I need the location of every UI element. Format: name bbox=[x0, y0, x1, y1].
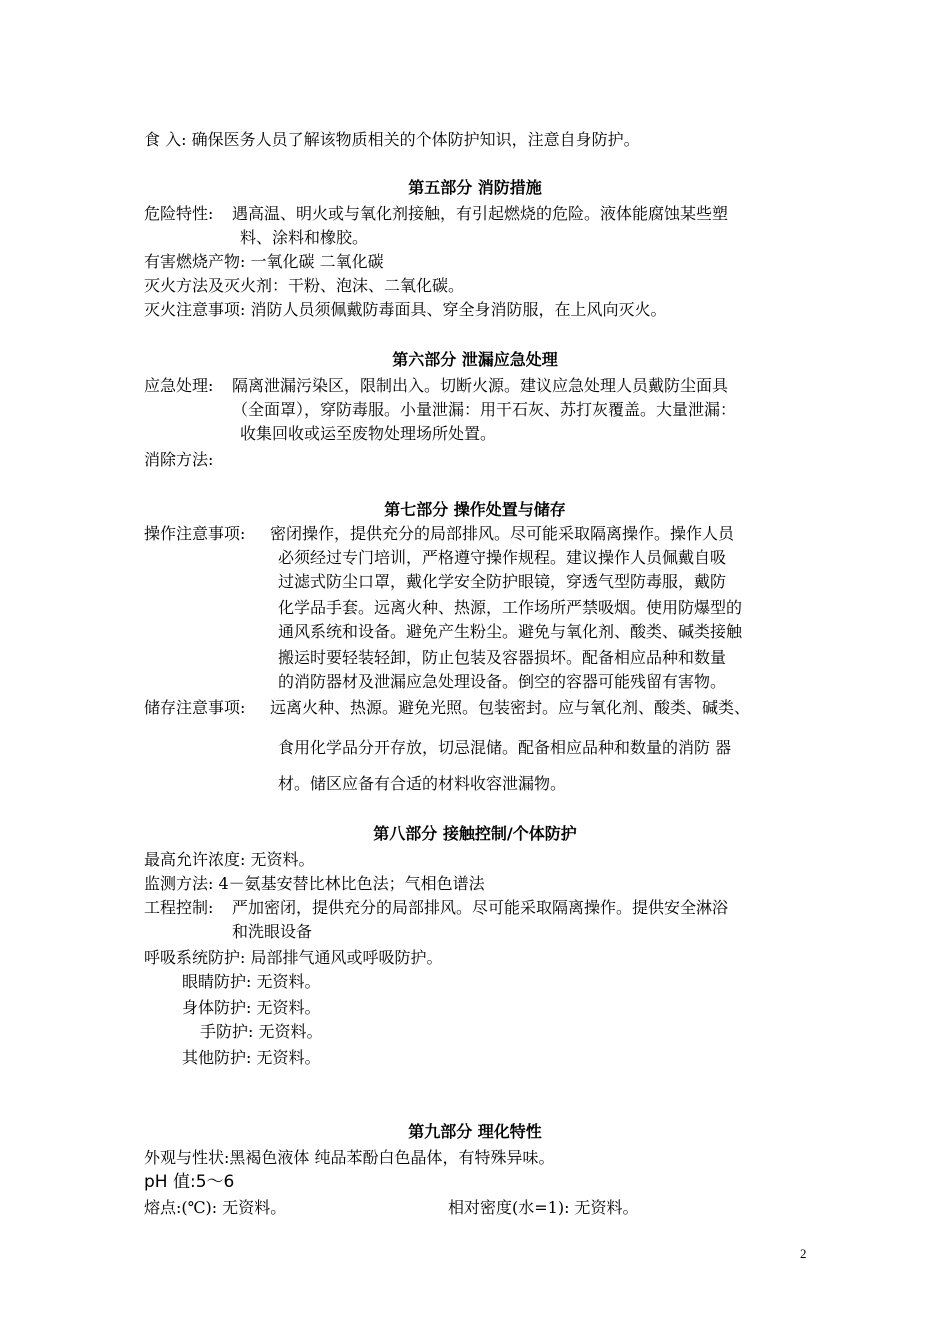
extinguishing-methods: 灭火方法及灭火剂：干粉、泡沫、二氧化碳。 bbox=[144, 276, 465, 295]
engineering-label: 工程控制: bbox=[144, 898, 214, 917]
hazard-label: 危险特性: bbox=[144, 204, 214, 223]
operation-text-2: 必须经过专门培训，严格遵守操作规程。建议操作人员佩戴自吸 bbox=[278, 548, 727, 567]
engineering-text-1: 严加密闭，提供充分的局部排风。尽可能采取隔离操作。提供安全淋浴 bbox=[232, 898, 729, 917]
appearance: 外观与性状:黑褐色液体 纯品苯酚白色晶体，有特殊异味。 bbox=[144, 1148, 555, 1167]
ingestion-line: 食 入: 确保医务人员了解该物质相关的个体防护知识，注意自身防护。 bbox=[144, 130, 640, 149]
hazard-text-2: 料、涂料和橡胶。 bbox=[240, 228, 369, 247]
storage-label: 储存注意事项: bbox=[144, 698, 246, 717]
page-number: 2 bbox=[800, 1246, 807, 1261]
firefighting-notes: 灭火注意事项: 消防人员须佩戴防毒面具、穿全身消防服，在上风向灭火。 bbox=[144, 300, 667, 319]
removal-method: 消除方法: bbox=[144, 450, 214, 469]
eye-protection: 眼睛防护: 无资料。 bbox=[182, 972, 321, 991]
emergency-text-1: 隔离泄漏污染区，限制出入。切断火源。建议应急处理人员戴防尘面具 bbox=[232, 376, 729, 395]
operation-text-1: 密闭操作，提供充分的局部排风。尽可能采取隔离操作。操作人员 bbox=[270, 524, 735, 543]
section-8-title: 第八部分 接触控制/个体防护 bbox=[373, 824, 577, 843]
section-7-title: 第七部分 操作处置与储存 bbox=[384, 500, 566, 519]
combustion-products: 有害燃烧产物: 一氧化碳 二氧化碳 bbox=[144, 252, 384, 271]
section-6-title: 第六部分 泄漏应急处理 bbox=[392, 350, 558, 369]
body-protection: 身体防护: 无资料。 bbox=[182, 998, 321, 1017]
max-concentration: 最高允许浓度: 无资料。 bbox=[144, 850, 315, 869]
ph-value: pH 值:5～6 bbox=[144, 1172, 235, 1192]
storage-text-1: 远离火种、热源。避免光照。包装密封。应与氧化剂、酸类、碱类、 bbox=[270, 698, 751, 717]
operation-text-3: 过滤式防尘口罩，戴化学安全防护眼镜，穿透气型防毒服，戴防 bbox=[278, 572, 727, 591]
operation-text-6: 搬运时要轻装轻卸，防止包装及容器损坏。配备相应品种和数量 bbox=[278, 648, 727, 667]
emergency-text-3: 收集回收或运至废物处理场所处置。 bbox=[240, 424, 497, 443]
operation-label: 操作注意事项: bbox=[144, 524, 246, 543]
respiratory-protection: 呼吸系统防护: 局部排气通风或呼吸防护。 bbox=[144, 948, 443, 967]
relative-density: 相对密度(水=1): 无资料。 bbox=[448, 1198, 639, 1217]
section-9-title: 第九部分 理化特性 bbox=[408, 1122, 542, 1141]
section-5-title: 第五部分 消防措施 bbox=[408, 178, 542, 197]
emergency-text-2: （全面罩），穿防毒服。小量泄漏：用干石灰、苏打灰覆盖。大量泄漏： bbox=[232, 400, 737, 419]
operation-text-4: 化学品手套。远离火种、热源，工作场所严禁吸烟。使用防爆型的 bbox=[278, 598, 743, 617]
emergency-label: 应急处理: bbox=[144, 376, 214, 395]
monitoring-method: 监测方法: 4－氨基安替比林比色法；气相色谱法 bbox=[144, 874, 485, 893]
storage-text-3: 材。储区应备有合适的材料收容泄漏物。 bbox=[278, 774, 567, 793]
operation-text-5: 通风系统和设备。避免产生粉尘。避免与氧化剂、酸类、碱类接触 bbox=[278, 622, 743, 641]
hand-protection: 手防护: 无资料。 bbox=[200, 1022, 323, 1041]
engineering-text-2: 和洗眼设备 bbox=[232, 922, 313, 941]
storage-text-2: 食用化学品分开存放，切忌混储。配备相应品种和数量的消防 器 bbox=[278, 738, 732, 757]
other-protection: 其他防护: 无资料。 bbox=[182, 1048, 321, 1067]
melting-point: 熔点:(℃): 无资料。 bbox=[144, 1198, 287, 1217]
hazard-text-1: 遇高温、明火或与氧化剂接触，有引起燃烧的危险。液体能腐蚀某些塑 bbox=[232, 204, 729, 223]
operation-text-7: 的消防器材及泄漏应急处理设备。倒空的容器可能残留有害物。 bbox=[278, 672, 727, 691]
